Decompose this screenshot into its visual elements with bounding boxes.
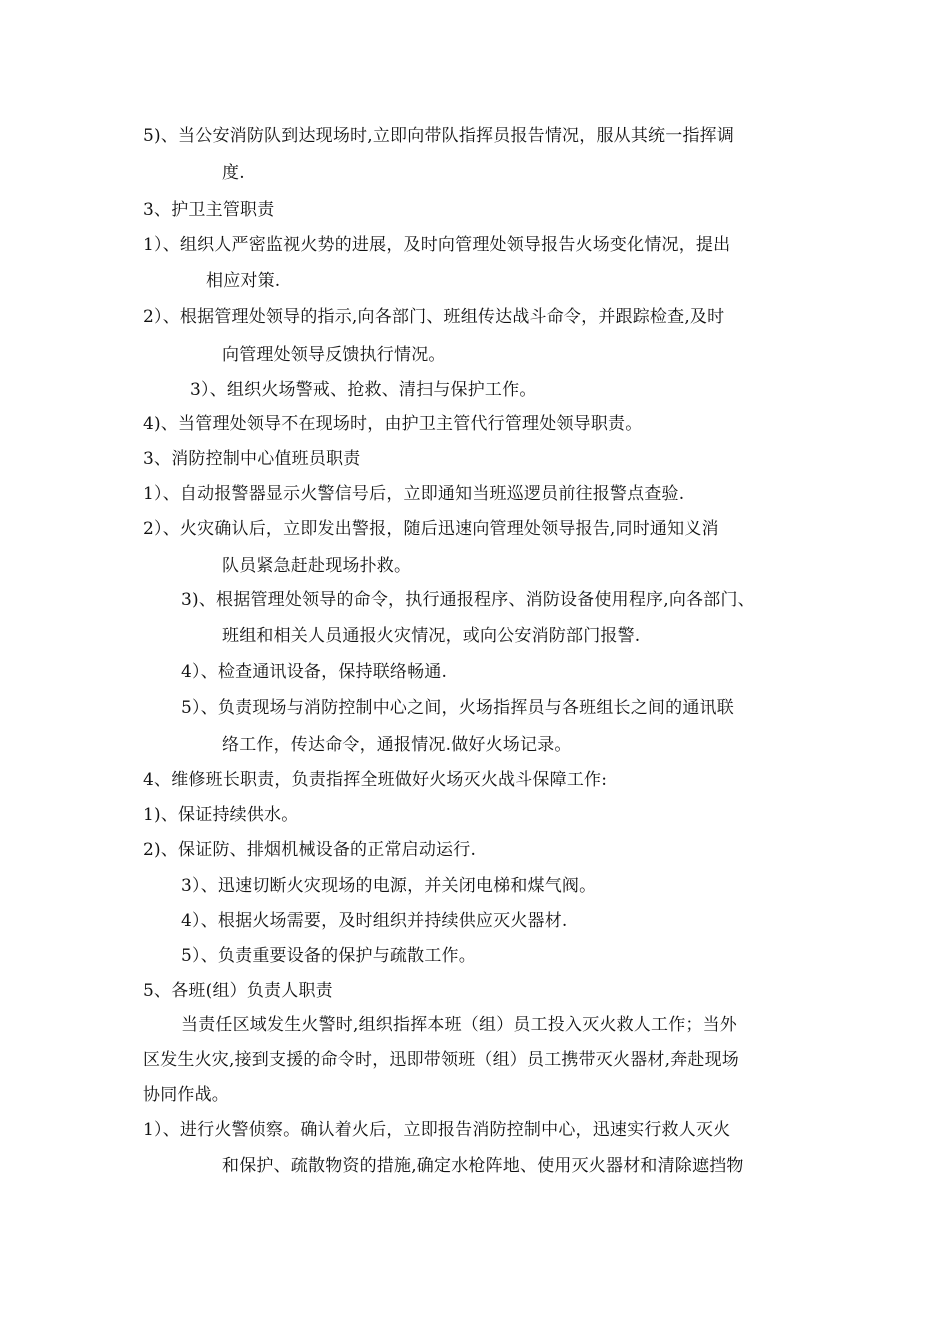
text-line: 区发生火灾,接到支援的命令时，迅即带领班（组）员工携带灭火器材,奔赴现场 <box>143 1050 740 1070</box>
section-heading: 3、消防控制中心值班员职责 <box>143 449 361 469</box>
text-line: 班组和相关人员通报火灾情况，或向公安消防部门报警. <box>222 626 641 646</box>
section-heading: 3、护卫主管职责 <box>143 200 275 220</box>
text-line: 络工作，传达命令，通报情况.做好火场记录。 <box>222 735 572 755</box>
text-line: 2）、根据管理处领导的指示,向各部门、班组传达战斗命令，并跟踪检查,及时 <box>143 307 725 327</box>
text-line: 5)、当公安消防队到达现场时,立即向带队指挥员报告情况，服从其统一指挥调 <box>143 126 735 146</box>
text-line: 4)、当管理处领导不在现场时，由护卫主管代行管理处领导职责。 <box>143 414 643 434</box>
text-line: 3）、迅速切断火灾现场的电源，并关闭电梯和煤气阀。 <box>181 876 597 896</box>
text-line: 1）、进行火警侦察。确认着火后，立即报告消防控制中心，迅速实行救人灭火 <box>143 1120 731 1140</box>
text-line: 当责任区域发生火警时,组织指挥本班（组）员工投入灭火救人工作；当外 <box>181 1015 738 1035</box>
text-line: 协同作战。 <box>143 1085 229 1105</box>
text-line: 1）、组织人严密监视火势的进展，及时向管理处领导报告火场变化情况，提出 <box>143 235 731 255</box>
text-line: 队员紧急赶赴现场扑救。 <box>222 556 412 576</box>
text-line: 3）、组织火场警戒、抢救、清扫与保护工作。 <box>190 380 537 400</box>
text-line: 2）、火灾确认后，立即发出警报，随后迅速向管理处领导报告,同时通知义消 <box>143 519 719 539</box>
text-line: 4）、根据火场需要，及时组织并持续供应灭火器材. <box>181 911 568 931</box>
text-line: 度. <box>222 163 245 183</box>
text-line: 5）、负责重要设备的保护与疏散工作。 <box>181 946 476 966</box>
text-line: 和保护、疏散物资的措施,确定水枪阵地、使用灭火器材和清除遮挡物 <box>222 1156 744 1176</box>
text-line: 2)、保证防、排烟机械设备的正常启动运行. <box>143 840 477 860</box>
text-line: 1）、自动报警器显示火警信号后，立即通知当班巡逻员前往报警点查验. <box>143 484 685 504</box>
text-line: 3)、根据管理处领导的命令，执行通报程序、消防设备使用程序,向各部门、 <box>181 590 755 610</box>
text-line: 1)、保证持续供水。 <box>143 805 299 825</box>
text-line: 向管理处领导反馈执行情况。 <box>222 345 446 365</box>
section-heading: 4、维修班长职责，负责指挥全班做好火场灭火战斗保障工作: <box>143 770 608 790</box>
text-line: 4）、检查通讯设备，保持联络畅通. <box>181 662 448 682</box>
text-line: 相应对策. <box>206 271 281 291</box>
text-line: 5）、负责现场与消防控制中心之间，火场指挥员与各班组长之间的通讯联 <box>181 698 734 718</box>
section-heading: 5、各班(组）负责人职责 <box>143 981 333 1001</box>
